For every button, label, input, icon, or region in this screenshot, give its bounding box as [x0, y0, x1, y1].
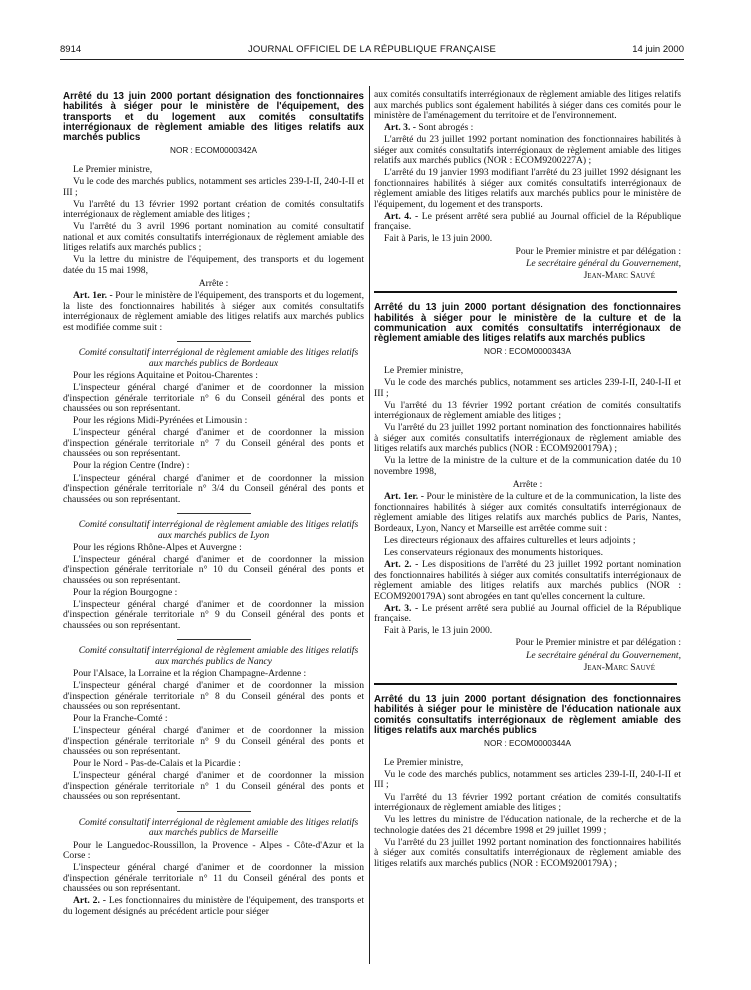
decree-separator: [374, 683, 677, 685]
signatory-name: Jean-Marc Sauvé: [583, 661, 655, 673]
paragraph: Vu les lettres du ministre de l'éducation nationale, de la recherche et de la technologie datées des 21 décembre 1998 et 29 juillet 1999 ;: [374, 814, 681, 836]
paragraph: Pour la région Bourgogne :: [73, 586, 178, 598]
signature-place-date: Fait à Paris, le 13 juin 2000.: [384, 625, 493, 637]
section-separator: [177, 341, 251, 342]
article-text: Pour le ministère de l'équipement, des transports et du logement, la liste des fonctionnaires habilités à siéger aux comités consultatifs interrégionaux de règlement amiable des litiges relatifs aux marchés publics est modifiée comme suit :: [63, 290, 364, 333]
left-column: [63, 90, 364, 919]
article-label: Art. 1er. -: [73, 290, 113, 302]
committee-heading-marseille: Comité consultatif interrégional de règlement amiable des litiges relatifs aux marchés publics de Marseille: [78, 816, 359, 839]
article-2: [374, 560, 681, 602]
paragraph: Le Premier ministre,: [384, 756, 464, 768]
paragraph: L'inspecteur général chargé d'animer et de coordonner la mission d'inspection générale territoriale n° 3/4 du Conseil général des ponts et chaussées ou son représentant.: [63, 472, 364, 505]
decree-title-culture: Arrêté du 13 juin 2000 portant désignation des fonctionnaires habilités à siéger pour le ministère de la culture et de la communication aux comités consultatifs interrégionaux de règlement amiable des litiges relatifs aux marchés publics: [374, 302, 681, 345]
paragraph: Pour la région Centre (Indre) :: [73, 460, 190, 472]
page-number: 8914: [60, 44, 82, 55]
decree-separator: [374, 291, 677, 293]
paragraph: Pour le Nord - Pas-de-Calais et la Picardie :: [73, 758, 241, 770]
article-3: [374, 123, 681, 134]
paragraph: Le Premier ministre,: [73, 163, 153, 175]
article-text: Pour le ministère de la culture et de la communication, la liste des fonctionnaires habilités à siéger aux comités consultatifs interrégionaux de règlement amiable des litiges relatifs aux marchés publics de Paris, Nantes, Bordeaux, Lyon, Nancy et Marseille est arrêtée comme suit :: [374, 491, 681, 534]
article-label: Art. 3. -: [384, 602, 419, 614]
committee-heading-lyon: Comité consultatif interrégional de règlement amiable des litiges relatifs aux marchés publics de Lyon: [78, 519, 359, 541]
article-3: [374, 604, 681, 625]
nor-reference: NOR : ECOM0000342A: [170, 146, 257, 156]
section-separator: [177, 811, 251, 812]
issue-date: 14 juin 2000: [632, 44, 684, 55]
paragraph: L'inspecteur général chargé d'animer et de coordonner la mission d'inspection générale territoriale n° 9 du Conseil général des ponts et chaussées ou son représentant.: [63, 725, 364, 758]
article-1: [374, 492, 681, 534]
decree-title-education: Arrêté du 13 juin 2000 portant désignation des fonctionnaires habilités à siéger pour le ministère de l'éducation nationale aux comités consultatifs interrégionaux de règlement amiable des litiges relatifs aux marchés publics: [374, 694, 681, 737]
paragraph: L'arrêté du 19 janvier 1993 modifiant l'arrêté du 23 juillet 1992 désignant les fonctionnaires habilités à siéger aux comités consultatifs interrégionaux de règlement amiable des litiges relatifs aux marchés publics pour le ministère de l'équipement, du logement et des transports.: [374, 167, 681, 210]
paragraph: Les conservateurs régionaux des monuments historiques.: [384, 547, 604, 559]
signature-line: Le secrétaire général du Gouvernement,: [526, 257, 681, 269]
article-text: Le présent arrêté sera publié au Journal officiel de la République française.: [374, 210, 682, 233]
article-text: Le présent arrêté sera publié au Journal officiel de la République française.: [374, 602, 682, 625]
paragraph: Les directeurs régionaux des affaires culturelles et leurs adjoints ;: [384, 535, 636, 546]
paragraph: Pour la Franche-Comté :: [73, 713, 168, 725]
arrete-heading: Arrête :: [512, 479, 543, 491]
signatory-name: Jean-Marc Sauvé: [583, 269, 655, 281]
paragraph: Le Premier ministre,: [384, 364, 464, 376]
paragraph: Vu l'arrêté du 23 juillet 1992 portant nomination des fonctionnaires habilités à siéger aux comités consultatifs interrégionaux de règlement amiable des litiges relatifs aux marchés publics (NOR : ECOM9200179A) ;: [374, 836, 681, 869]
article-label: Art. 2. -: [384, 559, 419, 571]
nor-reference: NOR : ECOM0000344A: [484, 739, 571, 749]
paragraph: L'inspecteur général chargé d'animer et de coordonner la mission d'inspection générale territoriale n° 9 du Conseil général des ponts et chaussées ou son représentant.: [63, 598, 364, 631]
signature-line: Pour le Premier ministre et par délégation :: [515, 637, 681, 649]
section-separator: [177, 513, 251, 514]
paragraph: Vu l'arrêté du 13 février 1992 portant création de comités consultatifs interrégionaux de règlement amiable des litiges ;: [374, 399, 681, 422]
article-text: Les fonctionnaires du ministère de l'équipement, des transports et du logement désignés au précédent article pour siéger: [63, 895, 364, 917]
paragraph: Pour les régions Rhône-Alpes et Auvergne :: [73, 541, 242, 553]
paragraph: L'inspecteur général chargé d'animer et de coordonner la mission d'inspection générale territoriale n° 8 du Conseil général des ponts et chaussées ou son représentant.: [63, 680, 364, 713]
paragraph: Vu la lettre du ministre de l'équipement, des transports et du logement datée du 15 mai 1998,: [63, 254, 364, 276]
paragraph: Vu l'arrêté du 13 février 1992 portant création de comités consultatifs interrégionaux de règlement amiable des litiges ;: [63, 198, 364, 221]
article-label: Art. 4. -: [384, 210, 419, 222]
paragraph: L'inspecteur général chargé d'animer et de coordonner la mission d'inspection générale territoriale n° 11 du Conseil général des ponts et chaussées ou son représentant.: [63, 862, 364, 895]
article-4: [374, 212, 681, 233]
article-text: Les dispositions de l'arrêté du 23 juillet 1992 portant nomination des fonctionnaires habilités à siéger aux comités consultatifs interrégionaux de règlement amiable des litiges relatifs aux marchés publics (NOR : ECOM9200179A) sont abrogées en tant qu'elles concernent la culture.: [374, 559, 681, 602]
paragraph: Pour les régions Aquitaine et Poitou-Charentes :: [73, 370, 258, 382]
journal-title: JOURNAL OFFICIEL DE LA RÉPUBLIQUE FRANÇAISE: [247, 44, 497, 55]
paragraph: Vu l'arrêté du 3 avril 1996 portant nomination au comité consultatif national et aux comités consultatifs interrégionaux de règlement amiable des litiges relatifs aux marchés publics ;: [63, 221, 364, 254]
paragraph: L'arrêté du 23 juillet 1992 portant nomination des fonctionnaires habilités à siéger aux comités consultatifs interrégionaux de règlement amiable des litiges relatifs aux marchés publics (NOR : ECOM9200227A) ;: [374, 134, 681, 167]
article-label: Art. 2. -: [73, 895, 106, 907]
paragraph: L'inspecteur général chargé d'animer et de coordonner la mission d'inspection générale territoriale n° 1 du Conseil général des ponts et chaussées ou son représentant.: [63, 770, 364, 803]
column-divider: [369, 86, 370, 964]
signature-line: Pour le Premier ministre et par délégation :: [515, 245, 681, 257]
article-label: Art. 3. -: [384, 122, 416, 134]
header-rule: [60, 59, 684, 60]
paragraph: aux comités consultatifs interrégionaux de règlement amiable des litiges relatifs aux marchés publics sont également habilités à siéger dans ces comités pour le ministère de l'aménagement du territoire et de l'environnement.: [374, 89, 681, 121]
paragraph: Vu l'arrêté du 13 février 1992 portant création de comités consultatifs interrégionaux de règlement amiable des litiges ;: [374, 791, 681, 814]
paragraph: Pour les régions Midi-Pyrénées et Limousin :: [73, 415, 248, 427]
nor-reference: NOR : ECOM0000343A: [484, 347, 571, 357]
article-label: Art. 1er. -: [384, 491, 424, 503]
committee-heading-nancy: Comité consultatif interrégional de règlement amiable des litiges relatifs aux marchés publics de Nancy: [78, 645, 359, 667]
signature-line: Le secrétaire général du Gouvernement,: [526, 649, 681, 661]
paragraph: Pour le Languedoc-Roussillon, la Provence - Alpes - Côte-d'Azur et la Corse :: [63, 839, 364, 862]
committee-heading-bordeaux: Comité consultatif interrégional de règlement amiable des litiges relatifs aux marchés publics de Bordeaux: [78, 347, 359, 369]
paragraph: Vu la lettre de la ministre de la culture et de la communication datée du 10 novembre 1998,: [374, 455, 681, 477]
paragraph: Pour l'Alsace, la Lorraine et la région Champagne-Ardenne :: [73, 667, 307, 679]
running-header: [60, 44, 684, 58]
paragraph: Vu l'arrêté du 23 juillet 1992 portant nomination des fonctionnaires habilités à siéger aux comités consultatifs interrégionaux de règlement amiable des litiges relatifs aux marchés publics (NOR : ECOM9200179A) ;: [374, 422, 681, 455]
article-2: [63, 896, 364, 917]
paragraph: Vu le code des marchés publics, notamment ses articles 239-I-II, 240-I-II et III ;: [374, 768, 681, 791]
paragraph: L'inspecteur général chargé d'animer et de coordonner la mission d'inspection générale territoriale n° 6 du Conseil général des ponts et chaussées ou son représentant.: [63, 382, 364, 415]
paragraph: L'inspecteur général chargé d'animer et de coordonner la mission d'inspection générale territoriale n° 7 du Conseil général des ponts et chaussées ou son représentant.: [63, 427, 364, 460]
article-text: Sont abrogés :: [418, 122, 474, 134]
section-separator: [177, 639, 251, 640]
paragraph: Vu le code des marchés publics, notamment ses articles 239-I-II, 240-I-II et III ;: [374, 377, 681, 399]
arrete-heading: Arrête :: [198, 278, 229, 290]
paragraph: Vu le code des marchés publics, notamment ses articles 239-I-II, 240-I-II et III ;: [63, 176, 364, 198]
paragraph: L'inspecteur général chargé d'animer et de coordonner la mission d'inspection générale territoriale n° 10 du Conseil général des ponts et chaussées ou son représentant.: [63, 553, 364, 586]
decree-title-equipement: Arrêté du 13 juin 2000 portant désignation des fonctionnaires habilités à siéger pour le ministère de l'équipement, des transports et du logement aux comités consultatifs interrégionaux de règlement amiable des litiges relatifs aux marchés publics: [63, 91, 364, 144]
right-column: [374, 90, 681, 871]
article-1: [63, 291, 364, 333]
signature-place-date: Fait à Paris, le 13 juin 2000.: [384, 233, 493, 245]
